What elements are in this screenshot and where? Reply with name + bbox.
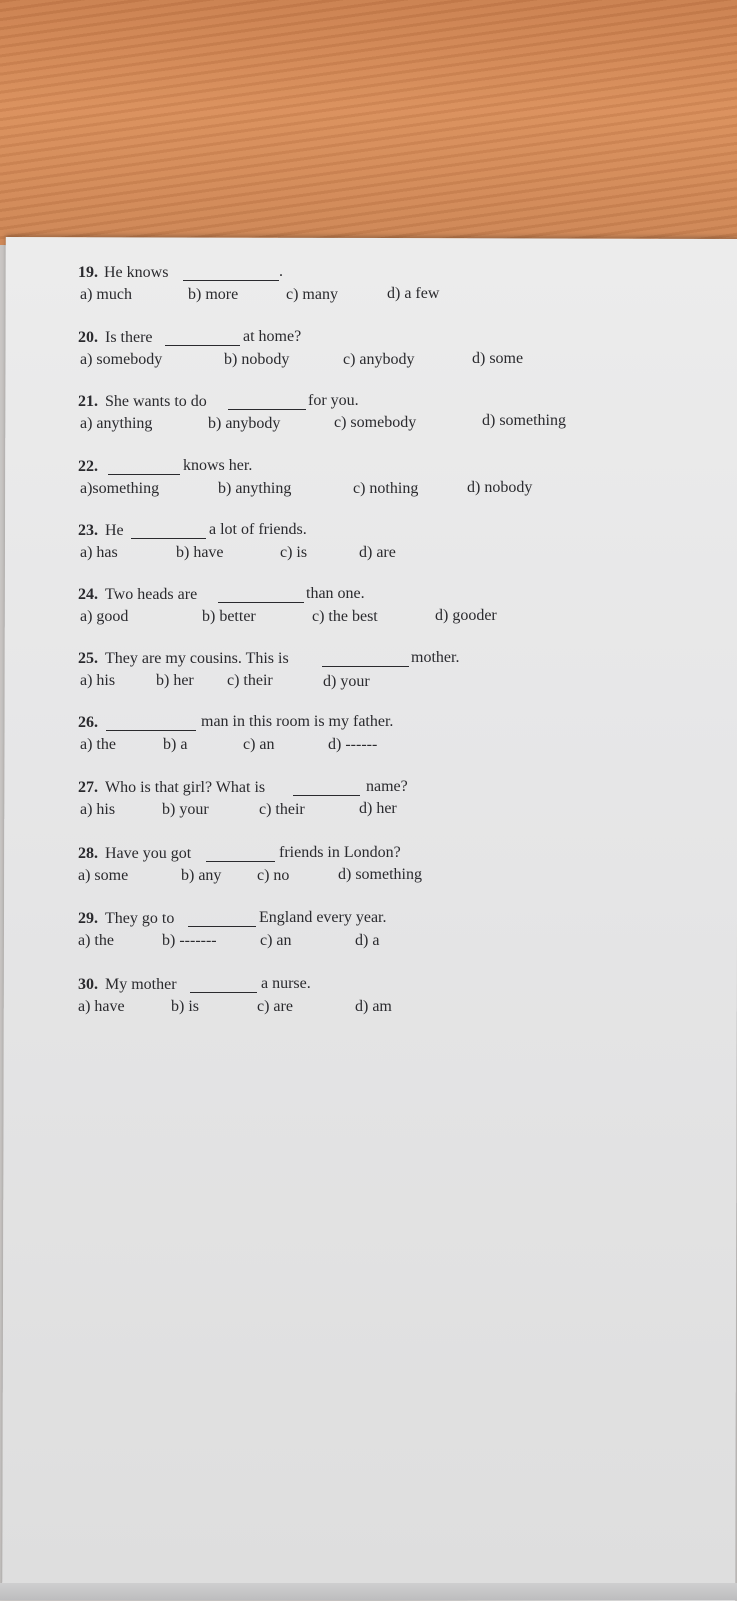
- answer-option: d) your: [323, 673, 370, 690]
- answer-option: b) -------: [162, 932, 217, 949]
- question-stem-after: a nurse.: [261, 975, 311, 992]
- answer-option: a) anything: [80, 415, 153, 432]
- question-stem-after: friends in London?: [279, 844, 401, 861]
- question-number: 25.: [78, 650, 98, 667]
- answer-blank: [293, 795, 360, 796]
- answer-option: d) some: [472, 350, 524, 367]
- question-number: 28.: [78, 845, 98, 862]
- wooden-desk-background: [0, 0, 737, 245]
- question-number: 19.: [78, 264, 98, 281]
- answer-blank: [228, 409, 306, 410]
- answer-option: d) are: [359, 544, 396, 561]
- answer-option: a) much: [80, 286, 132, 303]
- answer-option: d) a few: [387, 285, 440, 302]
- question-stem-after: at home?: [243, 328, 302, 345]
- answer-option: d) ------: [328, 736, 378, 753]
- question-stem-before: She wants to do: [105, 393, 207, 410]
- answer-option: d) a: [355, 932, 380, 949]
- question-stem-after: England every year.: [259, 909, 387, 926]
- question-stem-after: than one.: [306, 585, 365, 602]
- question-stem-after: .: [279, 263, 283, 280]
- paper-bottom-edge: [0, 1583, 737, 1600]
- answer-option: b) more: [188, 286, 239, 303]
- question-stem-after: man in this room is my father.: [201, 713, 394, 730]
- question-number: 21.: [78, 393, 98, 410]
- answer-blank: [106, 730, 196, 731]
- answer-option: b) better: [202, 608, 256, 625]
- answer-option: d) her: [359, 800, 397, 817]
- answer-option: c) their: [259, 801, 305, 818]
- answer-option: b) have: [176, 544, 224, 561]
- question-stem-after: for you.: [308, 392, 359, 409]
- answer-blank: [218, 602, 304, 603]
- answer-option: d) something: [338, 866, 422, 883]
- answer-option: c) nothing: [353, 480, 419, 497]
- answer-option: a) some: [78, 867, 129, 884]
- answer-option: c) anybody: [343, 351, 415, 368]
- answer-option: c) an: [260, 932, 292, 949]
- answer-option: a)something: [80, 480, 160, 497]
- answer-option: d) something: [482, 412, 566, 429]
- question-stem-after: knows her.: [183, 457, 253, 474]
- answer-option: b) anybody: [208, 415, 281, 432]
- question-number: 27.: [78, 779, 98, 796]
- question-stem-before: My mother: [105, 976, 177, 993]
- answer-option: c) an: [243, 736, 275, 753]
- question-stem-before: They go to: [105, 910, 175, 927]
- question-stem-after: a lot of friends.: [209, 521, 307, 538]
- answer-blank: [188, 926, 256, 927]
- answer-option: d) nobody: [467, 479, 533, 496]
- answer-option: a) somebody: [80, 351, 163, 368]
- question-stem-before: Who is that girl? What is: [105, 779, 266, 796]
- question-number: 29.: [78, 910, 98, 927]
- answer-option: c) their: [227, 672, 273, 689]
- answer-option: b) your: [162, 801, 209, 818]
- answer-option: d) am: [355, 998, 392, 1015]
- answer-option: c) the best: [312, 608, 378, 625]
- answer-blank: [108, 474, 180, 475]
- answer-option: c) somebody: [334, 414, 417, 431]
- question-stem-before: He: [105, 522, 124, 539]
- question-stem-before: They are my cousins. This is: [105, 650, 289, 667]
- answer-blank: [322, 666, 409, 667]
- answer-option: b) is: [171, 998, 199, 1015]
- answer-option: c) are: [257, 998, 293, 1015]
- answer-option: b) a: [163, 736, 188, 753]
- answer-blank: [190, 992, 257, 993]
- question-number: 20.: [78, 329, 98, 346]
- question-stem-before: He knows: [104, 264, 169, 281]
- answer-option: b) any: [181, 867, 222, 884]
- question-stem-after: mother.: [411, 649, 460, 666]
- answer-option: a) have: [78, 998, 125, 1015]
- question-number: 30.: [78, 976, 98, 993]
- answer-option: b) her: [156, 672, 194, 689]
- answer-option: c) no: [257, 867, 290, 884]
- answer-option: a) has: [80, 544, 118, 561]
- question-number: 26.: [78, 714, 98, 731]
- question-stem-after: name?: [366, 778, 408, 795]
- answer-option: c) is: [280, 544, 308, 561]
- question-number: 23.: [78, 522, 98, 539]
- answer-option: a) the: [78, 932, 114, 949]
- question-stem-before: Is there: [105, 329, 153, 346]
- answer-blank: [206, 861, 275, 862]
- answer-option: d) gooder: [435, 607, 497, 624]
- answer-blank: [165, 345, 240, 346]
- question-stem-before: Two heads are: [105, 586, 198, 603]
- answer-option: a) his: [80, 801, 116, 818]
- answer-option: a) his: [80, 672, 116, 689]
- answer-option: a) good: [80, 608, 129, 625]
- answer-blank: [131, 538, 206, 539]
- question-number: 22.: [78, 458, 98, 475]
- answer-option: a) the: [80, 736, 116, 753]
- question-number: 24.: [78, 586, 98, 603]
- answer-option: b) anything: [218, 480, 292, 497]
- answer-option: c) many: [286, 286, 338, 303]
- answer-option: b) nobody: [224, 351, 290, 368]
- question-stem-before: Have you got: [105, 845, 192, 862]
- answer-blank: [183, 280, 279, 281]
